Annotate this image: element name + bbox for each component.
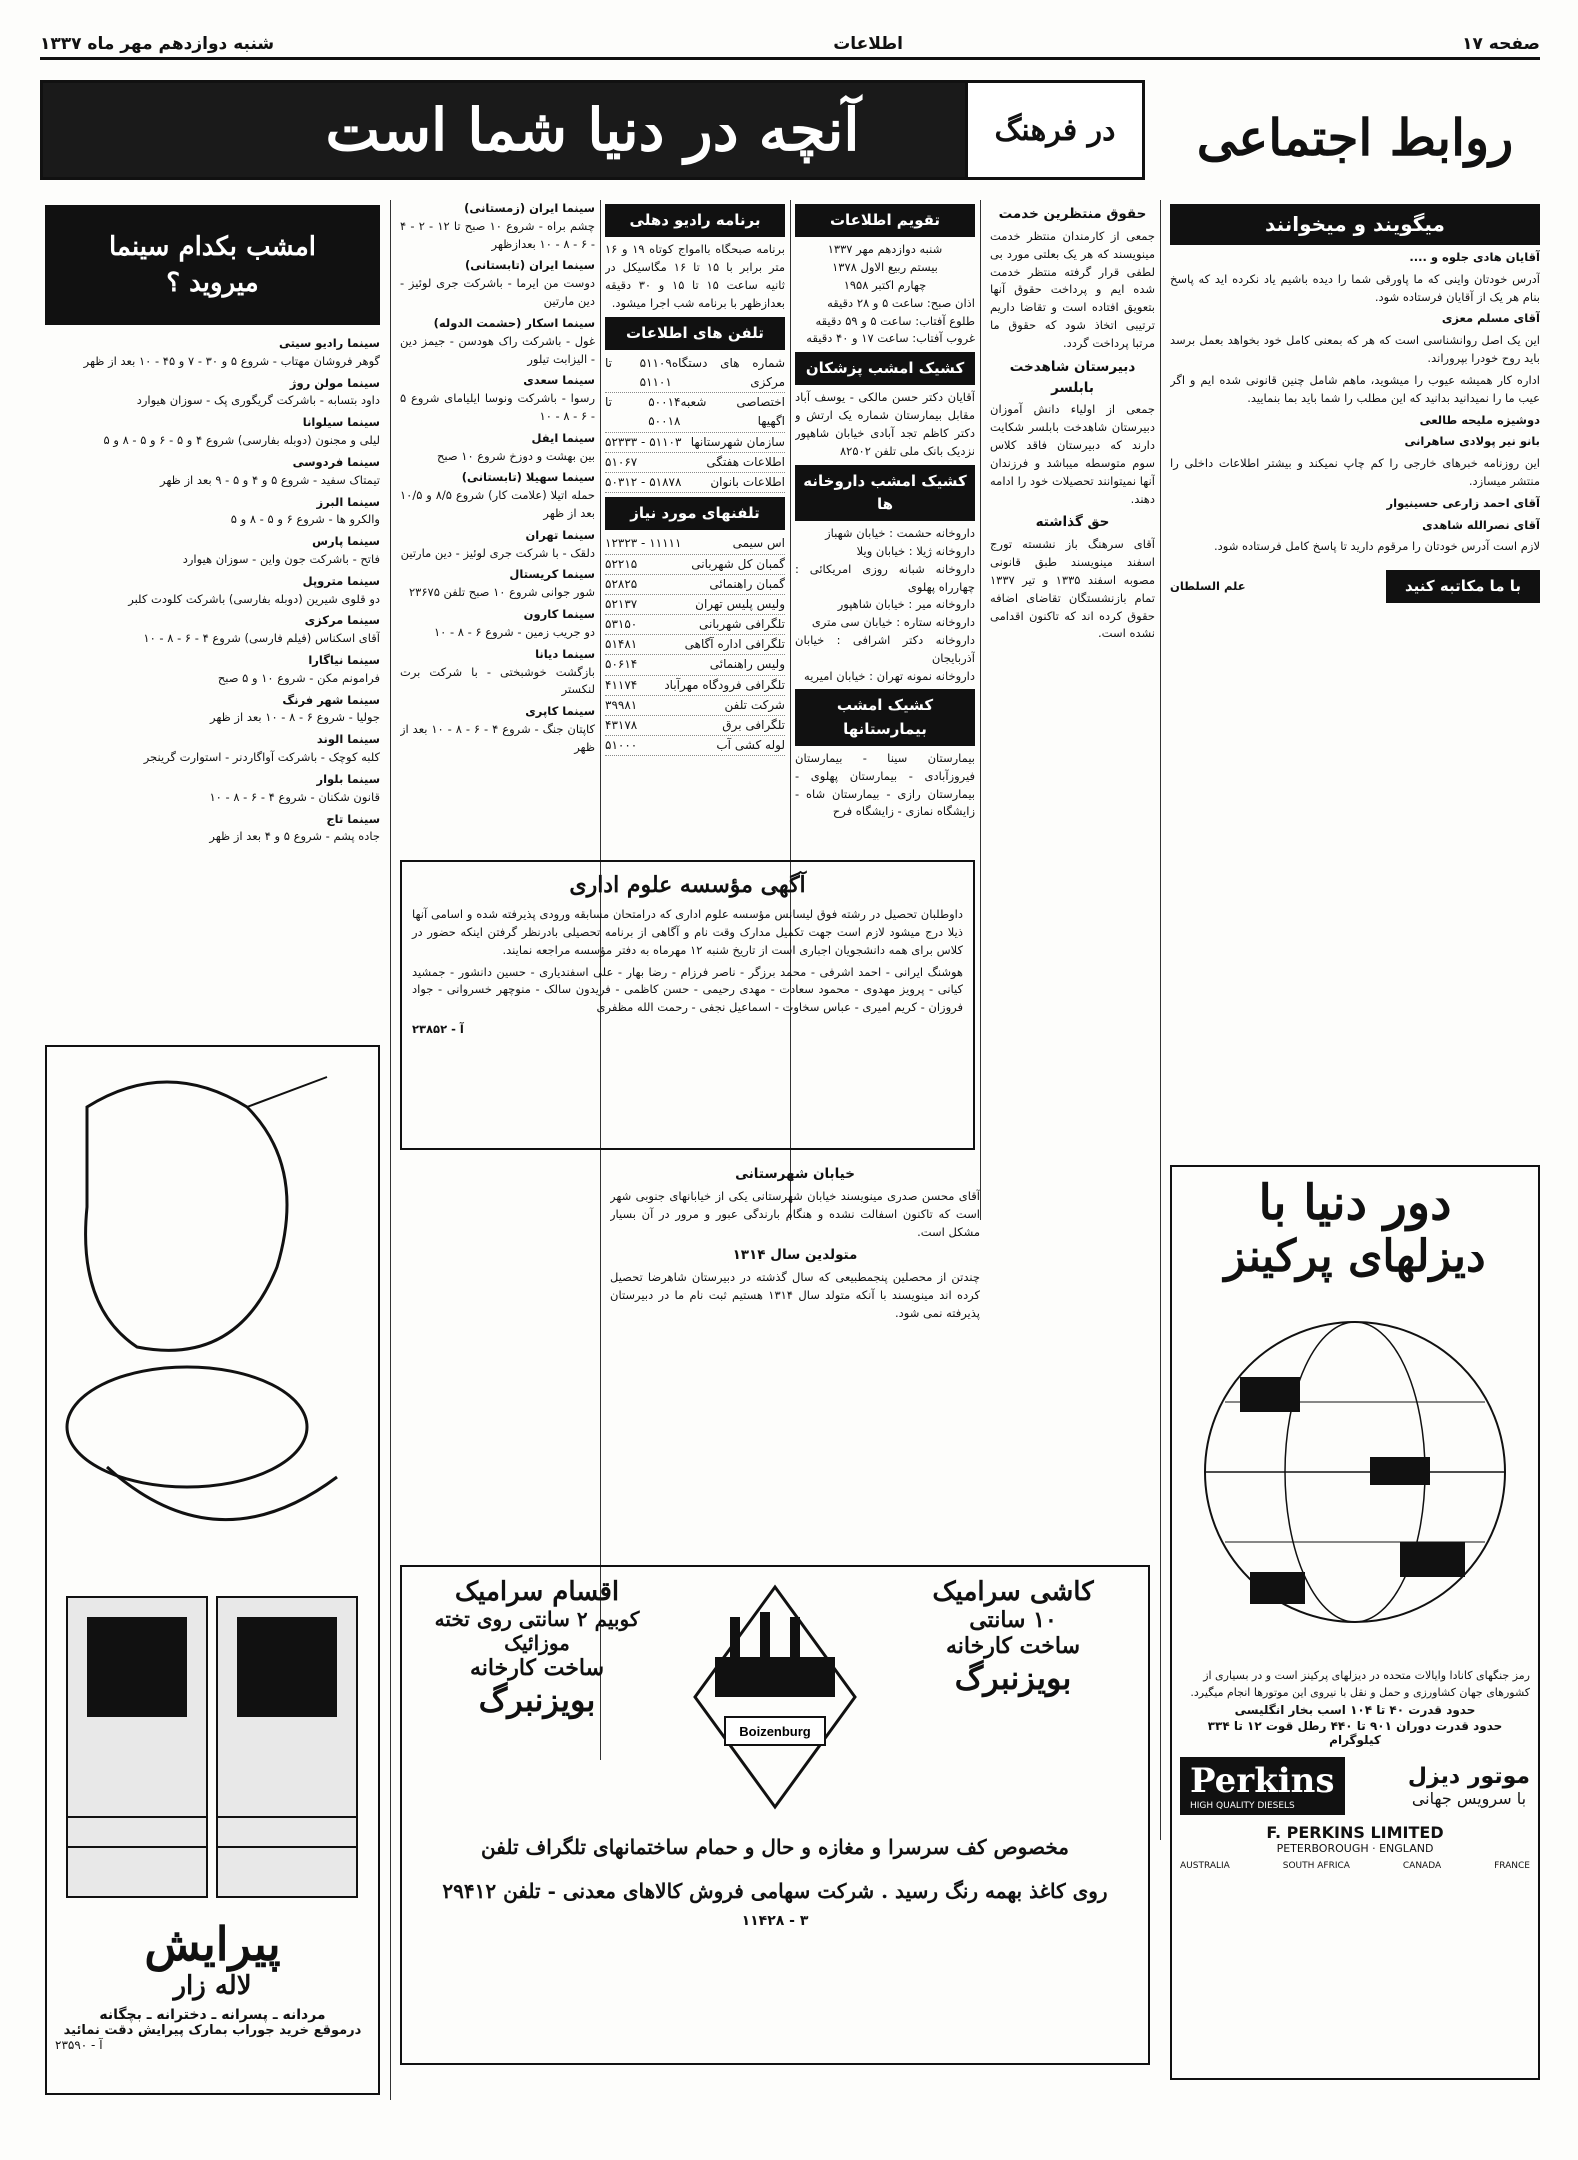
tile-right-3: ساخت کارخانه [469, 1655, 605, 1681]
phone-label: تلگرافی برق [722, 718, 785, 732]
tile-left-3: ساخت کارخانه [945, 1633, 1081, 1659]
cinema-name: سینما رادیو سیتی [278, 336, 380, 350]
pharmacy-item: داروخانه شبانه روزی امریکائی : چهارراه پهلوی [795, 561, 975, 594]
phone-label: سازمان شهرستانها [690, 434, 785, 449]
pirayesh-line-2: درموقع خرید جوراب بمارک پیرایش دقت نمائید [63, 2023, 362, 2038]
tile-ad-line-2: روی کاغذ بهمه رنگ رسید . شرکت سهامی فروش کالاهای معدنی - تلفن ۲۹۴۱۲ [442, 1879, 1108, 1903]
phone-label: ولیس پلیس تهران [695, 596, 785, 611]
cinema-ad-box [45, 205, 380, 325]
article-text: چندتن از محصلین پنجمطبیعی که سال گذشته در دبیرستان شاهرضا تحصیل کرده اند مینویسند با آنکه متولد سال ۱۳۱۴ هستیم ثبت نام ما در دبیرستان پذیرفته نمی شود. [610, 1270, 980, 1320]
perkins-power: حدود قدرت ۴۰ تا ۱۰۴ اسب بخار انگلیسی [1234, 1703, 1476, 1717]
tile-ad-line: مخصوص کف سرسرا و مغازه و حال و حمام ساختمانهای تلگراف تلفن [481, 1835, 1069, 1859]
cinema-program: رسوا - باشرکت ونوسا ایلیامای شروع ۵ - ۶ - ۸ - ۱۰ [400, 391, 595, 423]
tractor-icon [1240, 1377, 1300, 1412]
phone-label: تلگرافی اداره آگاهی [684, 637, 785, 652]
ad-code: ۳ - ۱۱۴۲۸ [741, 1913, 809, 1929]
cinema-program: والکرو ها - شروع ۶ و ۵ - ۸ و ۵ [230, 512, 380, 527]
institute-ad-names: هوشنگ ایرانی - احمد اشرفی - محمد برزگر - ناصر فرزام - رضا بهار - علی اسفندیاری - حسین دانشور - جمشید کیانی - پرویز مهدوی - محمود سعادت - مهدی رحیمی - حسن کاظمی - فریدون سالک - منوچهر خسروانی - جواد فروزان - کریم امیری - عباس سخاوت - اسماعیل نجفی - رحمت الله مظفری [412, 964, 963, 1015]
pharmacy-item: داروخانه نمونه تهران : خیابان امیریه [804, 668, 975, 683]
radio-text: برنامه صبحگاه باامواج کوتاه ۱۹ و ۱۶ متر برابر با ۱۵ تا ۱۶ مگاسیکل در ثانیه ساعت ۱۵ تا ۱۵ و ۳۰ دقیقه بعدازظهر با برنامه شب اجرا میشود. [605, 242, 785, 310]
ad-code: آ - ۲۳۸۵۲ [412, 1021, 464, 1036]
truck-icon [1400, 1542, 1465, 1577]
globe-illustration [1180, 1282, 1530, 1662]
cinema-name: سینما دیانا [535, 646, 595, 661]
letters-column-lower [610, 1160, 980, 1560]
pirayesh-location: لاله زار [173, 1971, 252, 2001]
cinema-program: چشم براه - شروع ۱۰ صبح تا ۱۲ - ۲ - ۴ - ۶ - ۸ - ۱۰ بعدازظهر [400, 218, 595, 251]
phone-label: اس سیمی [732, 536, 785, 551]
lead-item: آقای مسلم معزی [1441, 311, 1540, 326]
paragraph: این روزنامه خبرهای خارجی را کم چاپ نمیکند و بیشتر اطلاعات داخلی را منتشر میسازد. [1170, 456, 1540, 488]
phone-number: ۴۳۱۷۸ [605, 718, 638, 732]
paragraph: اداره کار همیشه عیوب را میشوید، ماهم شامل چنین قانونی شده ایم و اگر عیب ما را نمیدانید بدانید که این مطلب را شما باید بما بنمایید. [1170, 372, 1540, 405]
cinema-program: دلقک - با شرکت جری لوئیز - دین مارتین [400, 545, 595, 560]
phone-number: ۵۲۲۱۵ [605, 556, 638, 571]
phone-number: ۱۱۱۱۱ - ۱۲۳۲۳ [605, 536, 682, 551]
banner-logo: در فرهنگ [965, 80, 1145, 180]
cinema-program: فرامونم مکن - شروع ۱۰ و ۵ صبح [217, 670, 380, 685]
article-text: جمعی از کارمندان منتظر خدمت مینویسند که هر یک بعلتی مورد بی لطفی قرار گرفته منتظر خدمت شده ایم و پرداخت حقوق آنها بتعویق افتاده است و تقاضا داریم ترتیبی اتخاذ شود که حقوق ما مرتبا پرداخت گردد. [990, 228, 1155, 350]
pirayesh-brand: پیرایش [144, 1917, 281, 1971]
tile-right: اقسام سرامیک [454, 1577, 620, 1607]
page-number: صفحه ۱۷ [1462, 33, 1540, 54]
region: AUSTRALIA [1180, 1861, 1230, 1871]
tile-left: کاشی سرامیک [932, 1577, 1094, 1607]
phone-number: ۵۰۰۱۴ تا ۵۰۰۱۸ [605, 395, 681, 429]
pirayesh-line: مردانه ـ پسرانه ـ دخترانه ـ بچگانه [99, 2007, 326, 2023]
needed-heading: تلفنهای مورد نیاز [605, 497, 785, 530]
calendar-line: چهارم اکتبر ۱۹۵۸ [843, 277, 927, 292]
phone-label: تلگرافی فرودگاه مهرآباد [664, 677, 785, 692]
phone-label: گمبان راهنمائی [709, 576, 785, 591]
perkins-slogan: موتور دیزل [1407, 1764, 1530, 1789]
cinema-name: سینما سعدی [523, 373, 595, 388]
perkins-ad [1170, 1165, 1540, 2080]
right-column [1170, 200, 1540, 1160]
cinema-name: سینما پارس [312, 534, 380, 549]
phone-number: ۴۱۱۷۴ [605, 677, 638, 692]
cinema-program: کاپتان جنگ - شروع ۴ - ۶ - ۸ - ۱۰ بعد از ظهر [400, 721, 595, 754]
phone-label: اطلاعات بانوان [710, 474, 785, 489]
tile-left-4: بویزنبرگ [954, 1659, 1072, 1697]
contact-box: با ما مکاتبه کنید [1386, 570, 1540, 603]
phone-label: ولیس راهنمائی [709, 657, 785, 672]
pharmacy-heading: کشیک امشب داروخانه ها [795, 465, 975, 522]
phone-number: ۵۱۱۰۹ تا ۵۱۱۰۱ [605, 355, 672, 389]
perkins-logo-sub: HIGH QUALITY DIESELS [1190, 1801, 1295, 1811]
issue-date: شنبه دوازدهم مهر ماه ۱۳۳۷ [40, 33, 275, 54]
calendar-line: طلوع آفتاب: ساعت ۵ و ۵۹ دقیقه [815, 313, 975, 328]
newspaper-name: اطلاعات [833, 33, 904, 54]
cinema-program: دوست من ایرما - باشرکت جری لوئیز - دین مارتین [400, 276, 595, 309]
lead-item: دوشیزه ملیحه طالعی [1419, 412, 1540, 427]
cinema-program: حمله اتیلا (علامت کار) شروع ۸/۵ و ۱۰/۵ بعد از ظهر [400, 488, 595, 520]
perkins-power-2: حدود قدرت دوران ۹۰۱ تا ۴۴۰ رطل قوت ۱۲ تا ۳۳۴ کیلوگرام [1207, 1719, 1503, 1747]
article-heading: دبیرستان شاهدخت بابلسر [1009, 358, 1136, 396]
boat-icon [1370, 1457, 1430, 1485]
perkins-headline: دور دنیا با [1258, 1175, 1452, 1231]
cinema-program: تیمتاک سفید - شروع ۵ و ۴ و ۵ - ۹ بعد از ظهر [160, 472, 380, 487]
perkins-slogan-2: با سرویس جهانی [1411, 1789, 1527, 1808]
article-text: آقای محسن صدری مینویسند خیابان شهرستانی یکی از خیابانهای جنوبی شهر است که تاکنون اسفالت نشده و هنگام بارندگی عبور و مرور در آن بسیار مشکل است. [610, 1188, 980, 1239]
cinema-name: سینما مولن روژ [289, 375, 380, 390]
phone-number: ۵۰۶۱۴ [605, 657, 638, 672]
calendar-line: غروب آفتاب: ساعت ۱۷ و ۴۰ دقیقه [806, 331, 975, 346]
lead-item: آقای احمد زارعی حسینیوار [1386, 495, 1540, 510]
tile-left-2: ۱۰ سانتی [969, 1607, 1057, 1633]
cinema-name: سینما کاپری [525, 704, 595, 719]
perkins-company: F. PERKINS LIMITED [1266, 1823, 1444, 1842]
phone-number: ۵۱۰۶۷ [605, 454, 638, 469]
cinema-program: قانون شکنان - شروع ۴ - ۶ - ۸ - ۱۰ [209, 789, 380, 804]
region: FRANCE [1494, 1861, 1530, 1871]
calendar-heading: تقویم اطلاعات [795, 204, 975, 237]
phone-number: ۵۱۱۰۳ - ۵۲۳۳۳ [605, 434, 682, 449]
cinema-name: سینما کریستال [509, 567, 595, 582]
cinemas-column [400, 200, 595, 850]
article-text: آقای سرهنگ باز نشسته تورج اسفند مینویسند طبق قانونی مصوبه اسفند ۱۳۳۵ و تیر ۱۳۳۷ تمام بازنشستگان تقاضای اضافه حقوق کرده اند که تاکنون اقدامی نشده است. [990, 537, 1155, 641]
calendar-line: بیستم ربیع الاول ۱۳۷۸ [832, 260, 938, 275]
cinema-name: سینما سیلوانا [302, 415, 380, 430]
factory-icon [685, 1577, 865, 1817]
cinema-name: سینما مرکزی [304, 613, 380, 628]
article-heading: حقوق منتظرین خدمت [998, 206, 1147, 222]
article-text: جمعی از اولیاء دانش آموزان دبیرستان شاهدخت بابلسر شکایت دارند که دبیرستان فاقد کلاس سوم متوسطه میباشد و فرزندان آنها نمیتوانند تحصیلات خود را ادامه دهند. [990, 402, 1155, 506]
ad-code: آ - ۲۳۵۹۰ [55, 2038, 103, 2052]
cinema-name: سینما البرز [316, 494, 380, 509]
cinema-name: سینما الوند [316, 732, 380, 747]
cinema-program: لیلی و مجنون (دوبله بفارسی) شروع ۴ و ۵ - ۶ و ۵ - ۸ و ۵ [103, 433, 380, 448]
phone-label: اختصاصی شعبه اگهیها [680, 395, 785, 429]
pharmacy-item: داروخانه میر : خیابان شاهپور [837, 597, 975, 612]
perkins-text: رمز جنگهای کانادا وایالات متحده در دیزلهای پرکینز است و در بسیاری از کشورهای جهان کشاورزی و حمل و نقل با نیروی این موتورها انجام میگیرد. [1190, 1669, 1530, 1699]
article-heading: حق گذاشته [1035, 514, 1110, 531]
cinema-program: کلبه کوچک - باشرکت آواگاردنر - استوارت گرینجر [143, 750, 380, 765]
cinemas-list-left [45, 335, 380, 1035]
phone-label: اطلاعات هفتگی [706, 454, 785, 469]
article-heading: خیابان شهرستانی [735, 1166, 855, 1182]
pirayesh-ad [45, 1045, 380, 2095]
region: SOUTH AFRICA [1282, 1861, 1350, 1871]
phone-label: تلگرافی شهربانی [699, 617, 785, 632]
cinema-name: سینما فردوسی [292, 454, 380, 469]
hospitals-heading: کشیک امشب بیمارستانها [795, 689, 975, 746]
perkins-location: PETERBOROUGH · ENGLAND [1276, 1842, 1434, 1855]
lead-item: بانو نیر پولادی ساهرانی [1404, 434, 1540, 449]
paragraph: این یک اصل روانشناسی است که هر که بمعنی کامل خود بخواهد بعمل برسد باید روح خودرا بپروراند. [1170, 333, 1540, 366]
phone-label: شماره های دستگاه مرکزی [671, 355, 785, 389]
cinema-program: بین بهشت و دوزخ شروع ۱۰ صبح [436, 448, 595, 463]
phones-heading: تلفن های اطلاعات [605, 317, 785, 350]
page-header [40, 30, 1540, 60]
paragraph: لازم است آدرس خودتان را مرقوم دارید تا پاسخ کامل فرستاده شود. [1214, 539, 1540, 554]
socks-icon [47, 1587, 378, 1917]
article-heading: متولدین سال ۱۳۱۴ [732, 1247, 858, 1264]
calendar-line: اذان صبح: ساعت ۵ و ۲۸ دقیقه [827, 295, 975, 310]
illustration-man-icon [47, 1047, 378, 1587]
region: CANADA [1402, 1861, 1442, 1871]
radio-heading: برنامه رادیو دهلی [605, 204, 785, 237]
cinema-name: سینما ایران (زمستانی) [464, 201, 595, 215]
perkins-logo: Perkins [1190, 1761, 1335, 1801]
cinema-program: دو جریب زمین - شروع ۶ - ۸ - ۱۰ [433, 624, 595, 639]
cinema-name: سینما ایفل [531, 430, 595, 445]
cinema-name: سینما تهران [525, 527, 595, 542]
column-headline: میگویند و میخوانند [1170, 204, 1540, 245]
pharmacy-item: داروخانه دکتر اشرافی : خیابان آذربایجان [795, 633, 975, 665]
cinema-program: بازگشت خوشبختی - با شرکت برت لنکستر [400, 664, 595, 697]
pharmacy-item: داروخانه ستاره : خیابان سی متری [811, 615, 975, 630]
cinema-ad-text: امشب بکدام سینما میروید ؟ [109, 231, 316, 298]
cinema-name: سینما نیاگارا [308, 653, 380, 667]
pharmacy-item: داروخانه حشمت : خیابان شهباز [825, 526, 975, 541]
main-banner: آنچه در دنیا شما است [40, 80, 1145, 180]
phone-label: گمبان کل شهربانی [691, 556, 785, 571]
section-title: روابط اجتماعی [1196, 108, 1514, 167]
lead-item: آقای نصرالله شاهدی [1422, 517, 1540, 532]
phone-number: ۵۳۱۵۰ [605, 617, 638, 632]
cinema-name: سینما سهیلا (تابستانی) [461, 470, 595, 485]
boizenburg-ad [400, 1565, 1150, 2065]
calendar-line: شنبه دوازدهم مهر ۱۳۳۷ [827, 242, 943, 257]
doctors-text: آقایان دکتر حسن مالکی - یوسف آباد مقابل بیمارستان شماره یک ارتش و دکتر کاظم تجد آبادی خیابان شاهپور نزدیک بانک ملی تلفن ۸۲۵۰۲ [795, 390, 975, 458]
cinema-program: گوهر فروشان مهتاب - شروع ۵ و ۳۰ - ۷ و ۴۵ - ۱۰ بعد از ظهر [83, 353, 380, 368]
phone-number: ۵۲۸۲۵ [605, 576, 638, 591]
cinema-program: دو قلوی شیرین (دوبله بفارسی) باشرکت کلودت کلبر [128, 591, 380, 606]
cinema-program: جولیا - شروع ۶ - ۸ - ۱۰ بعد از ظهر [209, 710, 380, 725]
factory-label: Boizenburg [739, 1724, 811, 1739]
cinema-program: غول - باشرکت راک هودسن - جیمز دین - الیزابت تیلور [400, 333, 595, 366]
cinema-name: سینما ایران (تابستانی) [464, 258, 595, 273]
institute-ad-text: داوطلبان تحصیل در رشته فوق لیسانس مؤسسه علوم اداری که درامتحان مسابقه ورودی پذیرفته شده و اسامی آنها ذیلا درج میشود لازم است جهت تکمیل مدارک وقت نام و آگاهی از برنامه تحصیلی بادرنظر گرفتن اینکه حضور در کلاس برای همه دانشجویان اجباری است از تاریخ شنبه ۱۲ مهرماه به دفتر مؤسسه مراجعه نمایند. [412, 907, 963, 957]
cinema-name: سینما شهر فرنگ [282, 692, 380, 707]
phone-number: ۵۱۴۸۱ [605, 637, 638, 652]
institute-ad-title: آگهی مؤسسه علوم اداری [569, 872, 806, 898]
phone-number: ۵۱۰۰۰ [605, 738, 638, 753]
cinema-program: فاتح - باشرکت جون واین - سوزان هیوارد [182, 551, 380, 566]
tractor-icon [1250, 1572, 1305, 1604]
phone-number: ۵۲۱۳۷ [605, 596, 638, 611]
tile-right-4: بویزنبرگ [478, 1681, 596, 1719]
cinema-program: شور جوانی شروع ۱۰ صبح تلفن ۲۳۶۷۵ [409, 585, 595, 600]
signoff: علم السلطان [1170, 578, 1246, 593]
pharmacy-item: داروخانه ژیلا : خیابان ویلا [856, 543, 975, 558]
cinema-name: سینما اسکار (حشمت الدوله) [433, 315, 595, 330]
tile-right-2: کوبیم ۲ سانتی روی تخته موزائیک [434, 1607, 640, 1655]
paragraph: آدرس خودتان واینی که ما پاورقی شما را دیده باشیم یاد نکرده اید که پاسخ بنام هر یک از آقایان فرستاده شود. [1170, 271, 1540, 304]
cinema-program: آقای اسکناس (فیلم فارسی) شروع ۴ - ۶ - ۸ - ۱۰ [143, 631, 380, 646]
hospitals-text: بیمارستان سینا - بیمارستان فیروزآبادی - بیمارستان پهلوی - بیمارستان رازی - بیمارستان شاه - زایشگاه نمازی - زایشگاه فرح [795, 750, 975, 819]
cinema-program: جاده پشم - شروع ۵ و ۴ بعد از ظهر [209, 829, 380, 844]
cinema-program: داود بتسابه - باشرکت گریگوری پک - سوزان هیوارد [136, 393, 380, 408]
phone-label: لوله کشی آب [716, 738, 785, 753]
perkins-headline-2: دیزلهای پرکینز [1224, 1231, 1486, 1282]
cinema-name: سینما بلوار [316, 771, 380, 786]
phone-label: شرکت تلفن [724, 697, 785, 712]
phone-number: ۳۹۹۸۱ [605, 697, 638, 712]
doctors-heading: کشیک امشب پزشکان [795, 352, 975, 385]
cinema-name: سینما کارون [523, 607, 595, 622]
cinema-name: سینما متروپل [302, 573, 380, 588]
institute-ad [400, 860, 975, 1150]
cinema-name: سینما تاج [326, 811, 380, 826]
lead-item: آقایان هادی جلوه و .... [1409, 250, 1540, 264]
phone-number: ۵۱۸۷۸ - ۵۰۳۱۲ [605, 474, 682, 489]
